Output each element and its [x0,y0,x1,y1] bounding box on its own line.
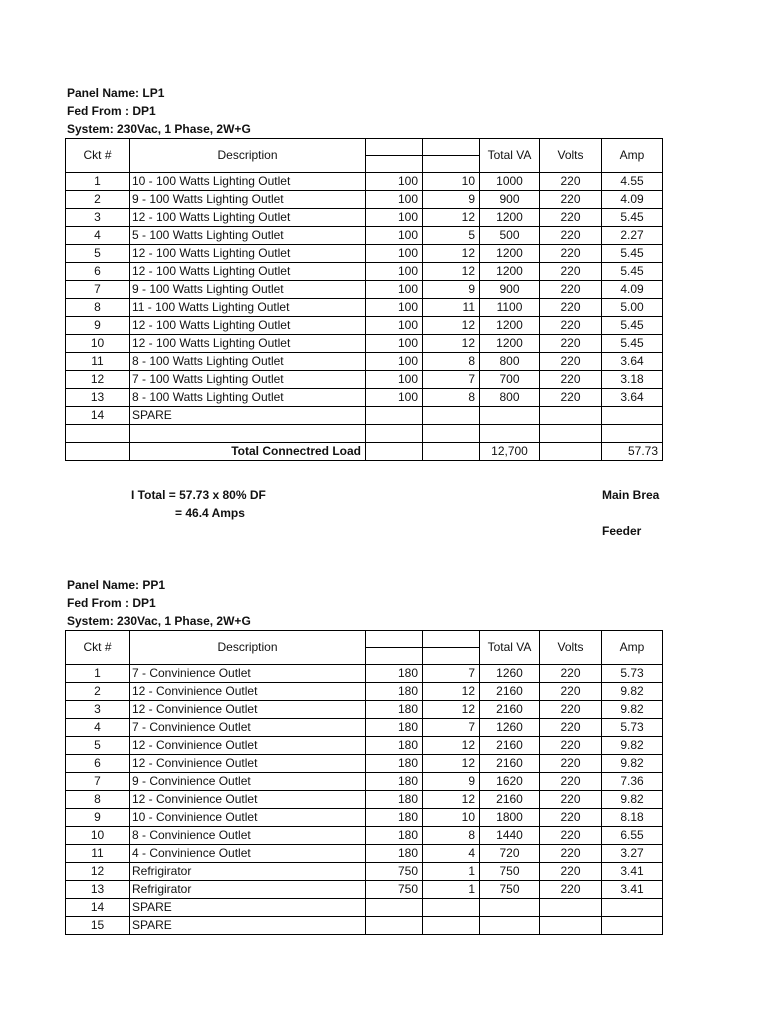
table-row [66,389,663,407]
watt-cell: 180 [366,755,423,773]
amp-cell: 3.18 [602,371,663,389]
ckt-cell: 8 [66,791,130,809]
panel1-system: System: 230Vac, 1 Phase, 2W+G [67,122,251,136]
watt-cell: 180 [366,791,423,809]
amp-cell: 5.45 [602,335,663,353]
total-va-cell: 2160 [480,701,540,719]
feeder-label: Feeder [602,524,642,538]
watt-cell [366,425,423,443]
ckt-cell: 4 [66,719,130,737]
table-row [66,863,663,881]
volts-cell: 220 [540,173,602,191]
ckt-cell: 2 [66,191,130,209]
watt-cell: 180 [366,701,423,719]
ckt-cell: 10 [66,827,130,845]
header-qty [423,631,480,648]
qty-cell: 10 [423,809,480,827]
panel2-table [65,630,663,935]
ckt-cell: 6 [66,755,130,773]
description-cell: 5 - 100 Watts Lighting Outlet [130,227,366,245]
total-va-cell: 750 [480,863,540,881]
qty-cell [423,407,480,425]
amp-cell: 9.82 [602,683,663,701]
total-row [66,443,663,461]
volts-cell: 220 [540,299,602,317]
qty-cell: 10 [423,173,480,191]
description-cell: SPARE [130,917,366,935]
description-cell: 4 - Convinience Outlet [130,845,366,863]
volts-cell: 220 [540,881,602,899]
header-watt-sub [366,156,423,173]
table-row [66,755,663,773]
qty-cell: 12 [423,791,480,809]
total-va-cell: 1800 [480,809,540,827]
volts-cell: 220 [540,701,602,719]
ckt-cell: 7 [66,281,130,299]
header-volts: Volts [540,139,602,173]
qty-cell: 12 [423,317,480,335]
total-va-cell: 800 [480,389,540,407]
volts-cell: 220 [540,665,602,683]
watt-cell: 100 [366,173,423,191]
table-row [66,665,663,683]
total-va-cell: 720 [480,845,540,863]
ckt-cell: 3 [66,209,130,227]
amp-cell: 9.82 [602,791,663,809]
header-volts: Volts [540,631,602,665]
header-total-va: Total VA [480,631,540,665]
amp-cell: 3.64 [602,389,663,407]
volts-cell: 220 [540,353,602,371]
watt-cell: 750 [366,863,423,881]
volts-cell [540,425,602,443]
watt-cell [366,917,423,935]
total-va-cell: 800 [480,353,540,371]
volts-cell [540,917,602,935]
description-cell: 12 - Convinience Outlet [130,737,366,755]
watt-cell: 100 [366,263,423,281]
volts-cell: 220 [540,335,602,353]
qty-cell: 1 [423,863,480,881]
description-cell: 12 - 100 Watts Lighting Outlet [130,263,366,281]
volts-cell: 220 [540,245,602,263]
volts-cell: 220 [540,263,602,281]
qty-cell: 12 [423,245,480,263]
watt-cell: 750 [366,881,423,899]
total-va-cell: 900 [480,281,540,299]
qty-cell: 9 [423,281,480,299]
header-qty-sub [423,156,480,173]
description-cell [130,425,366,443]
panel2-header [67,576,251,630]
table-row [66,719,663,737]
table-row [66,917,663,935]
description-cell: 12 - Convinience Outlet [130,683,366,701]
total-va-cell: 1440 [480,827,540,845]
total-va-cell: 1260 [480,665,540,683]
table-row [66,263,663,281]
amp-cell: 5.73 [602,719,663,737]
volts-cell: 220 [540,683,602,701]
total-va-cell: 1200 [480,209,540,227]
watt-cell: 180 [366,845,423,863]
ckt-cell: 11 [66,845,130,863]
ckt-cell: 13 [66,389,130,407]
amp-cell [602,899,663,917]
ckt-cell: 4 [66,227,130,245]
description-cell: Refrigirator [130,863,366,881]
qty-cell: 5 [423,227,480,245]
volts-cell: 220 [540,191,602,209]
volts-cell: 220 [540,755,602,773]
total-blank [540,443,602,461]
total-va-cell [480,899,540,917]
table-row [66,227,663,245]
amp-cell: 5.45 [602,209,663,227]
ckt-cell: 14 [66,407,130,425]
description-cell: 7 - 100 Watts Lighting Outlet [130,371,366,389]
header-qty-sub [423,648,480,665]
watt-cell: 100 [366,245,423,263]
table-row [66,881,663,899]
header-watt [366,631,423,648]
header-qty [423,139,480,156]
total-blank [366,443,423,461]
volts-cell: 220 [540,827,602,845]
qty-cell: 12 [423,683,480,701]
watt-cell: 100 [366,227,423,245]
watt-cell: 100 [366,389,423,407]
volts-cell: 220 [540,791,602,809]
volts-cell: 220 [540,863,602,881]
description-cell: SPARE [130,407,366,425]
amp-cell: 3.64 [602,353,663,371]
total-va-cell: 2160 [480,683,540,701]
total-va-cell: 700 [480,371,540,389]
panel1-fed-from: Fed From : DP1 [67,104,156,118]
total-va-cell: 1200 [480,335,540,353]
table-row [66,173,663,191]
total-blank [423,443,480,461]
amp-cell: 2.27 [602,227,663,245]
total-va-cell: 2160 [480,791,540,809]
header-watt [366,139,423,156]
ckt-cell: 10 [66,335,130,353]
ckt-cell: 12 [66,863,130,881]
volts-cell: 220 [540,227,602,245]
qty-cell: 4 [423,845,480,863]
description-cell: 9 - 100 Watts Lighting Outlet [130,191,366,209]
total-va-cell: 1200 [480,263,540,281]
table-row [66,209,663,227]
description-cell: 8 - Convinience Outlet [130,827,366,845]
watt-cell: 100 [366,353,423,371]
ckt-cell: 15 [66,917,130,935]
total-va-cell: 1260 [480,719,540,737]
qty-cell: 12 [423,701,480,719]
amp-cell [602,917,663,935]
watt-cell: 100 [366,317,423,335]
total-va-cell [480,425,540,443]
amp-cell [602,425,663,443]
table-row [66,737,663,755]
header-description: Description [130,631,366,665]
watt-cell [366,899,423,917]
table-row [66,827,663,845]
total-va-cell: 1620 [480,773,540,791]
ckt-cell: 9 [66,317,130,335]
panel1-name: Panel Name: LP1 [67,86,165,100]
watt-cell: 100 [366,299,423,317]
amp-cell: 4.09 [602,191,663,209]
table-row [66,299,663,317]
ckt-cell: 7 [66,773,130,791]
description-cell: 12 - 100 Watts Lighting Outlet [130,317,366,335]
table-row [66,425,663,443]
header-row [66,139,663,156]
description-cell: 12 - Convinience Outlet [130,791,366,809]
qty-cell [423,899,480,917]
watt-cell: 180 [366,809,423,827]
amp-cell: 4.55 [602,173,663,191]
description-cell: 12 - 100 Watts Lighting Outlet [130,209,366,227]
table-row [66,809,663,827]
description-cell: 8 - 100 Watts Lighting Outlet [130,389,366,407]
total-va-value: 12,700 [480,443,540,461]
table-row [66,317,663,335]
description-cell: 8 - 100 Watts Lighting Outlet [130,353,366,371]
total-amp-value: 57.73 [602,443,663,461]
description-cell: 11 - 100 Watts Lighting Outlet [130,299,366,317]
table-row [66,245,663,263]
ckt-cell: 14 [66,899,130,917]
amp-cell: 7.36 [602,773,663,791]
qty-cell: 12 [423,737,480,755]
volts-cell: 220 [540,737,602,755]
volts-cell: 220 [540,209,602,227]
total-blank [66,443,130,461]
ckt-cell: 13 [66,881,130,899]
watt-cell: 100 [366,281,423,299]
header-ckt: Ckt # [66,631,130,665]
amp-cell: 9.82 [602,755,663,773]
ckt-cell: 8 [66,299,130,317]
description-cell: 7 - Convinience Outlet [130,719,366,737]
description-cell: 9 - Convinience Outlet [130,773,366,791]
total-va-cell: 1000 [480,173,540,191]
qty-cell: 7 [423,665,480,683]
amp-cell: 5.00 [602,299,663,317]
header-row [66,631,663,648]
qty-cell: 12 [423,335,480,353]
volts-cell [540,899,602,917]
total-connected-load-label: Total Connectred Load [130,443,366,461]
header-ckt: Ckt # [66,139,130,173]
table-row [66,683,663,701]
table-row [66,281,663,299]
ckt-cell: 9 [66,809,130,827]
panel2-fed-from: Fed From : DP1 [67,596,156,610]
table-row [66,701,663,719]
table-row [66,899,663,917]
watt-cell: 100 [366,371,423,389]
amp-cell: 5.45 [602,317,663,335]
amp-cell: 8.18 [602,809,663,827]
current-calc-line1: I Total = 57.73 x 80% DF [131,488,266,502]
volts-cell: 220 [540,773,602,791]
amp-cell: 5.45 [602,245,663,263]
ckt-cell: 3 [66,701,130,719]
qty-cell: 12 [423,263,480,281]
table-row [66,407,663,425]
amp-cell: 5.73 [602,665,663,683]
header-total-va: Total VA [480,139,540,173]
table-row [66,845,663,863]
description-cell: 10 - Convinience Outlet [130,809,366,827]
panel2-system: System: 230Vac, 1 Phase, 2W+G [67,614,251,628]
volts-cell: 220 [540,845,602,863]
amp-cell: 9.82 [602,701,663,719]
watt-cell [366,407,423,425]
qty-cell: 8 [423,827,480,845]
watt-cell: 100 [366,209,423,227]
qty-cell: 9 [423,773,480,791]
amp-cell: 3.41 [602,881,663,899]
qty-cell: 12 [423,209,480,227]
ckt-cell: 11 [66,353,130,371]
table-row [66,371,663,389]
qty-cell: 1 [423,881,480,899]
volts-cell: 220 [540,809,602,827]
description-cell: 12 - Convinience Outlet [130,755,366,773]
qty-cell [423,425,480,443]
header-amp: Amp [602,139,663,173]
amp-cell: 3.41 [602,863,663,881]
qty-cell: 8 [423,389,480,407]
total-va-cell: 900 [480,191,540,209]
total-va-cell [480,407,540,425]
total-va-cell: 1200 [480,245,540,263]
watt-cell: 100 [366,191,423,209]
description-cell: 12 - Convinience Outlet [130,701,366,719]
table-row [66,791,663,809]
header-description: Description [130,139,366,173]
volts-cell: 220 [540,371,602,389]
header-amp: Amp [602,631,663,665]
qty-cell [423,917,480,935]
volts-cell: 220 [540,389,602,407]
watt-cell: 180 [366,773,423,791]
amp-cell: 3.27 [602,845,663,863]
table-row [66,353,663,371]
current-calc-line2: = 46.4 Amps [175,506,245,520]
description-cell: 7 - Convinience Outlet [130,665,366,683]
ckt-cell: 1 [66,173,130,191]
watt-cell: 180 [366,737,423,755]
volts-cell: 220 [540,719,602,737]
ckt-cell: 5 [66,737,130,755]
ckt-cell: 12 [66,371,130,389]
amp-cell: 5.45 [602,263,663,281]
qty-cell: 12 [423,755,480,773]
watt-cell: 100 [366,335,423,353]
total-va-cell: 750 [480,881,540,899]
watt-cell: 180 [366,827,423,845]
volts-cell: 220 [540,317,602,335]
description-cell: 12 - 100 Watts Lighting Outlet [130,245,366,263]
description-cell: 10 - 100 Watts Lighting Outlet [130,173,366,191]
table-row [66,773,663,791]
ckt-cell: 6 [66,263,130,281]
watt-cell: 180 [366,719,423,737]
ckt-cell: 2 [66,683,130,701]
ckt-cell: 1 [66,665,130,683]
description-cell: Refrigirator [130,881,366,899]
watt-cell: 180 [366,683,423,701]
total-va-cell [480,917,540,935]
qty-cell: 9 [423,191,480,209]
ckt-cell [66,425,130,443]
table-row [66,191,663,209]
total-va-cell: 2160 [480,755,540,773]
amp-cell [602,407,663,425]
qty-cell: 11 [423,299,480,317]
qty-cell: 7 [423,719,480,737]
table-row [66,335,663,353]
header-watt-sub [366,648,423,665]
total-va-cell: 500 [480,227,540,245]
ckt-cell: 5 [66,245,130,263]
volts-cell [540,407,602,425]
description-cell: SPARE [130,899,366,917]
main-breaker-label: Main Brea [602,488,660,502]
description-cell: 12 - 100 Watts Lighting Outlet [130,335,366,353]
description-cell: 9 - 100 Watts Lighting Outlet [130,281,366,299]
total-va-cell: 2160 [480,737,540,755]
watt-cell: 180 [366,665,423,683]
amp-cell: 6.55 [602,827,663,845]
amp-cell: 9.82 [602,737,663,755]
panel1-table [65,138,663,461]
total-va-cell: 1200 [480,317,540,335]
panel2-name: Panel Name: PP1 [67,578,166,592]
total-va-cell: 1100 [480,299,540,317]
amp-cell: 4.09 [602,281,663,299]
volts-cell: 220 [540,281,602,299]
qty-cell: 7 [423,371,480,389]
qty-cell: 8 [423,353,480,371]
panel1-header [67,84,251,138]
